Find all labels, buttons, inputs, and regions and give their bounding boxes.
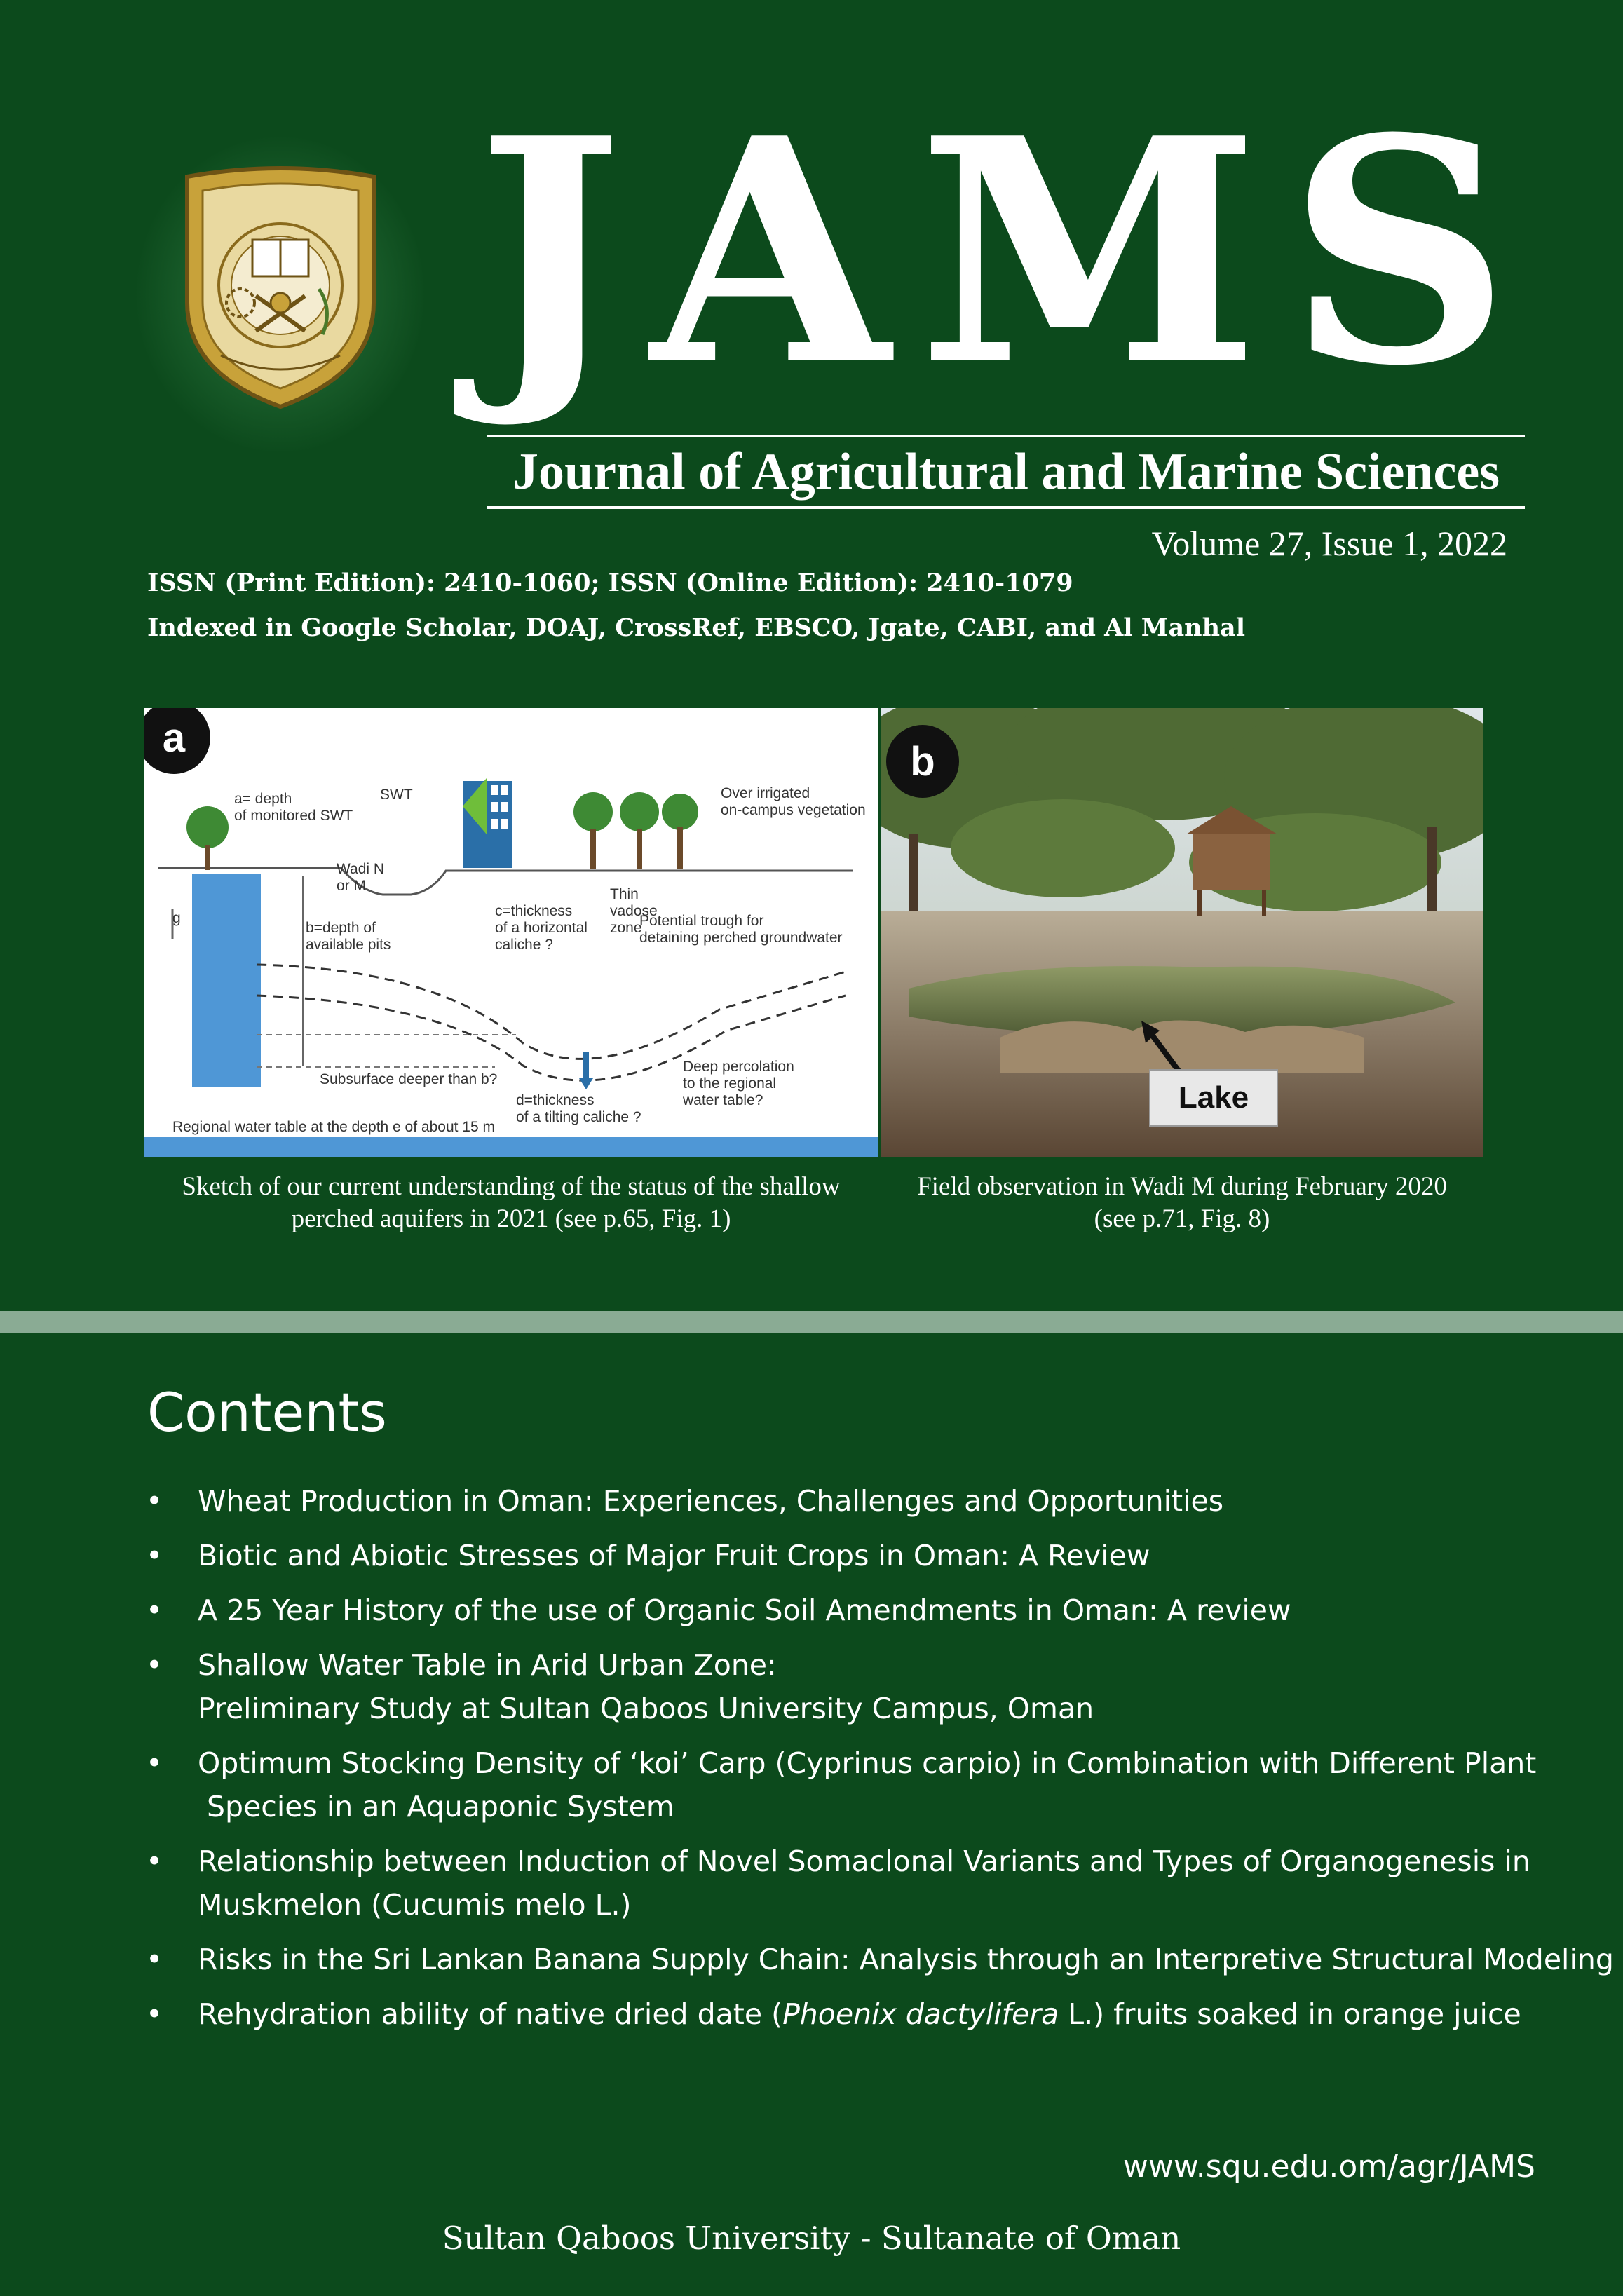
title-part: L.) fruits soaked in orange juice — [1059, 1997, 1521, 2031]
figure-b-caption — [881, 1171, 1483, 1241]
bullet-icon: • — [146, 1484, 163, 1518]
contents-list — [140, 1479, 1614, 2047]
fig-a-label: vadose — [610, 903, 658, 919]
fig-a-label: zone — [610, 920, 642, 936]
fig-a-label: Deep percolation — [683, 1059, 794, 1075]
indexing-line: Indexed in Google Scholar, DOAJ, CrossRef, EBSCO, Jgate, CABI, and Al Manhal — [147, 613, 1246, 642]
fig-a-label: Potential trough for — [639, 913, 764, 929]
bullet-icon: • — [146, 1539, 163, 1572]
fig-a-label: Regional water table at the depth e of about 15 m — [172, 1119, 495, 1135]
fig-a-label: c=thickness — [495, 903, 573, 919]
list-item-line: Muskmelon (Cucumis melo L.) — [198, 1888, 632, 1922]
fig-a-label: of a horizontal — [495, 920, 588, 936]
list-item-line: Preliminary Study at Sultan Qaboos University Campus, Oman — [198, 1692, 1094, 1725]
fig-a-label: SWT — [380, 787, 413, 803]
bullet-icon: • — [146, 1943, 163, 1976]
list-item — [140, 1938, 1614, 1981]
fig-a-label: to the regional — [683, 1075, 777, 1092]
journal-url-link[interactable]: www.squ.edu.om/agr/JAMS — [1122, 2149, 1535, 2185]
fig-a-label: a= depth — [234, 791, 292, 807]
bullet-icon: • — [146, 1845, 163, 1878]
list-item — [140, 1534, 1556, 1577]
fig-a-label: caliche ? — [495, 937, 553, 953]
caption-line: Field observation in Wadi M during February 2020 — [917, 1172, 1447, 1201]
fig-a-label: Wadi N — [337, 861, 385, 877]
list-item-line: Relationship between Induction of Novel Somaclonal Variants and Types of Organogenesis in — [198, 1845, 1530, 1878]
fig-a-label: Over irrigated — [721, 785, 810, 801]
list-item-line: Optimum Stocking Density of ‘koi’ Carp (Cyprinus carpio) in Combination with Different Plant — [198, 1746, 1537, 1780]
list-item-line: Species in an Aquaponic System — [198, 1790, 674, 1823]
list-item — [140, 1479, 1556, 1523]
masthead-rule-bottom — [487, 506, 1525, 509]
masthead-title: JAMS — [477, 71, 1539, 433]
fig-a-label: b=depth of — [306, 920, 376, 936]
list-item-line: Wheat Production in Oman: Experiences, Challenges and Opportunities — [198, 1484, 1224, 1518]
list-item-line: Shallow Water Table in Arid Urban Zone: — [198, 1648, 777, 1682]
figure-b-badge: b — [910, 739, 935, 784]
fig-a-label: of a tilting caliche ? — [516, 1109, 641, 1125]
volume-issue: Volume 27, Issue 1, 2022 — [1151, 524, 1507, 563]
fig-a-label: g — [172, 910, 181, 926]
list-item — [140, 1643, 1556, 1730]
list-item — [140, 1589, 1556, 1632]
species-name: Phoenix dactylifera — [782, 1997, 1059, 2031]
bullet-icon: • — [146, 1648, 163, 1682]
caption-line: (see p.71, Fig. 8) — [1094, 1204, 1270, 1233]
bullet-icon: • — [146, 1594, 163, 1627]
publisher-footer: Sultan Qaboos University - Sultanate of Oman — [442, 2220, 1181, 2257]
list-item-line: Risks in the Sri Lankan Banana Supply Chain: Analysis through an Interpretive Structural Modeling — [198, 1943, 1614, 1976]
figure-a-caption — [144, 1171, 878, 1241]
list-item — [140, 1840, 1556, 1927]
lake-label: Lake — [1178, 1080, 1249, 1115]
figure-a-badge: a — [162, 715, 186, 761]
title-part: Rehydration ability of native dried date ( — [198, 1997, 783, 2031]
masthead-rule-top — [487, 435, 1525, 437]
fig-a-label: available pits — [306, 937, 391, 953]
list-item — [140, 1741, 1556, 1828]
fig-a-label: or M — [337, 878, 366, 894]
fig-a-label: detaining perched groundwater — [639, 930, 843, 946]
university-crest-emblem — [179, 163, 382, 409]
figure-b-photo — [881, 708, 1483, 1157]
bullet-icon: • — [146, 1997, 163, 2031]
caption-line: Sketch of our current understanding of the status of the shallow — [182, 1172, 841, 1201]
contents-title: Contents — [147, 1381, 387, 1444]
list-item-line — [198, 1992, 1556, 2036]
list-item-line: Biotic and Abiotic Stresses of Major Fruit Crops in Oman: A Review — [198, 1539, 1150, 1572]
journal-name: Journal of Agricultural and Marine Sciences — [512, 443, 1500, 501]
fig-a-label: d=thickness — [516, 1092, 595, 1108]
bullet-icon: • — [146, 1746, 163, 1780]
list-item-line: A 25 Year History of the use of Organic Soil Amendments in Oman: A review — [198, 1594, 1291, 1627]
figure-a-sketch — [144, 708, 878, 1157]
divider-band — [0, 1311, 1623, 1333]
fig-a-label: of monitored SWT — [234, 808, 353, 824]
fig-a-label: water table? — [683, 1092, 763, 1108]
fig-a-label: Subsurface deeper than b? — [320, 1071, 498, 1087]
issn-line: ISSN (Print Edition): 2410-1060; ISSN (Online Edition): 2410-1079 — [147, 569, 1073, 597]
caption-line: perched aquifers in 2021 (see p.65, Fig. 1) — [291, 1204, 731, 1233]
fig-a-label: on-campus vegetation — [721, 802, 866, 818]
list-item — [140, 1992, 1556, 2036]
fig-a-label: Thin — [610, 886, 639, 902]
